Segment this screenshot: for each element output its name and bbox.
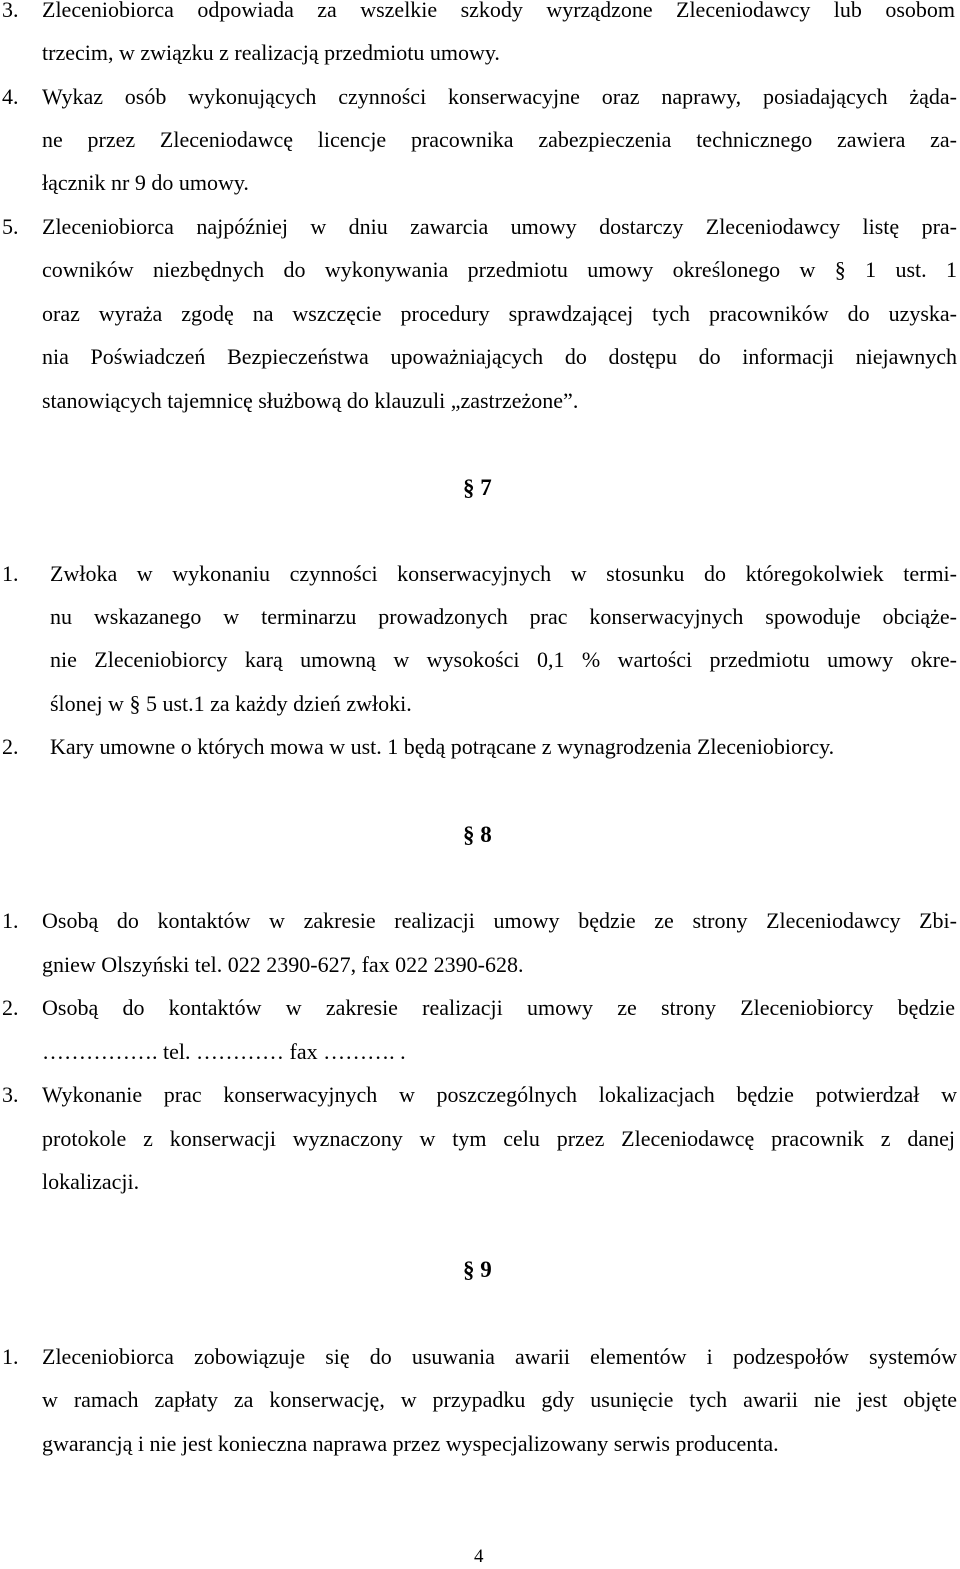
paragraph-line: ne przez Zleceniodawcę licencje pracownika zabezpieczenia technicznego zawiera za- bbox=[42, 127, 957, 152]
section-heading-7: § 7 bbox=[463, 475, 492, 500]
paragraph-line: w ramach zapłaty za konserwację, w przypadku gdy usunięcie tych awarii nie jest objęte bbox=[42, 1387, 957, 1412]
list-number: 1. bbox=[2, 908, 19, 933]
page-number: 4 bbox=[474, 1546, 484, 1567]
paragraph-line: ślonej w § 5 ust.1 za każdy dzień zwłoki. bbox=[50, 691, 412, 716]
paragraph-line: Zleceniobiorca najpóźniej w dniu zawarcia umowy dostarczy Zleceniodawcy listę pra- bbox=[42, 214, 957, 239]
list-number: 3. bbox=[2, 1082, 19, 1107]
paragraph-line: stanowiących tajemnicę służbową do klauzuli „zastrzeżone”. bbox=[42, 388, 579, 413]
list-number: 5. bbox=[2, 214, 19, 239]
paragraph-line: Osobą do kontaktów w zakresie realizacji umowy ze strony Zleceniobiorcy będzie bbox=[42, 995, 955, 1020]
list-number: 2. bbox=[2, 995, 19, 1020]
paragraph-line: trzecim, w związku z realizacją przedmiotu umowy. bbox=[42, 40, 500, 65]
paragraph-line: Zleceniobiorca odpowiada za wszelkie szkody wyrządzone Zleceniodawcy lub osobom bbox=[42, 0, 955, 22]
paragraph-line: nu wskazanego w terminarzu prowadzonych prac konserwacyjnych spowoduje obciąże- bbox=[50, 604, 957, 629]
paragraph-line: Zleceniobiorca zobowiązuje się do usuwania awarii elementów i podzespołów systemów bbox=[42, 1344, 957, 1369]
paragraph-line: Wykonanie prac konserwacyjnych w poszczególnych lokalizacjach będzie potwierdzał w bbox=[42, 1082, 957, 1107]
paragraph-line: Zwłoka w wykonaniu czynności konserwacyjnych w stosunku do któregokolwiek termi- bbox=[50, 561, 957, 586]
paragraph-line: gniew Olszyński tel. 022 2390-627, fax 022 2390-628. bbox=[42, 952, 524, 977]
paragraph-line: łącznik nr 9 do umowy. bbox=[42, 170, 249, 195]
section-heading-8: § 8 bbox=[463, 822, 492, 847]
paragraph-line: nia Poświadczeń Bezpieczeństwa upoważniających do dostępu do informacji niejawnych bbox=[42, 344, 957, 369]
paragraph-line: ……………. tel. ………… fax ………. . bbox=[42, 1039, 406, 1064]
paragraph-line: cowników niezbędnych do wykonywania przedmiotu umowy określonego w § 1 ust. 1 bbox=[42, 257, 957, 282]
paragraph-line: Osobą do kontaktów w zakresie realizacji umowy będzie ze strony Zleceniodawcy Zbi- bbox=[42, 908, 957, 933]
list-number: 1. bbox=[2, 561, 19, 586]
paragraph-line: protokole z konserwacji wyznaczony w tym celu przez Zleceniodawcę pracownik z danej bbox=[42, 1126, 955, 1151]
paragraph-line: lokalizacji. bbox=[42, 1169, 140, 1194]
paragraph-line: gwarancją i nie jest konieczna naprawa przez wyspecjalizowany serwis producenta. bbox=[42, 1431, 779, 1456]
paragraph-line: Kary umowne o których mowa w ust. 1 będą potrącane z wynagrodzenia Zleceniobiorcy. bbox=[50, 734, 835, 759]
list-number: 3. bbox=[2, 0, 19, 22]
list-number: 2. bbox=[2, 734, 19, 759]
section-heading-9: § 9 bbox=[463, 1257, 492, 1282]
paragraph-line: Wykaz osób wykonujących czynności konserwacyjne oraz naprawy, posiadających żąda- bbox=[42, 84, 957, 109]
paragraph-line: oraz wyraża zgodę na wszczęcie procedury sprawdzającej tych pracowników do uzyska- bbox=[42, 301, 957, 326]
paragraph-line: nie Zleceniobiorcy karą umowną w wysokości 0,1 % wartości przedmiotu umowy okre- bbox=[50, 647, 957, 672]
list-number: 1. bbox=[2, 1344, 19, 1369]
list-number: 4. bbox=[2, 84, 19, 109]
